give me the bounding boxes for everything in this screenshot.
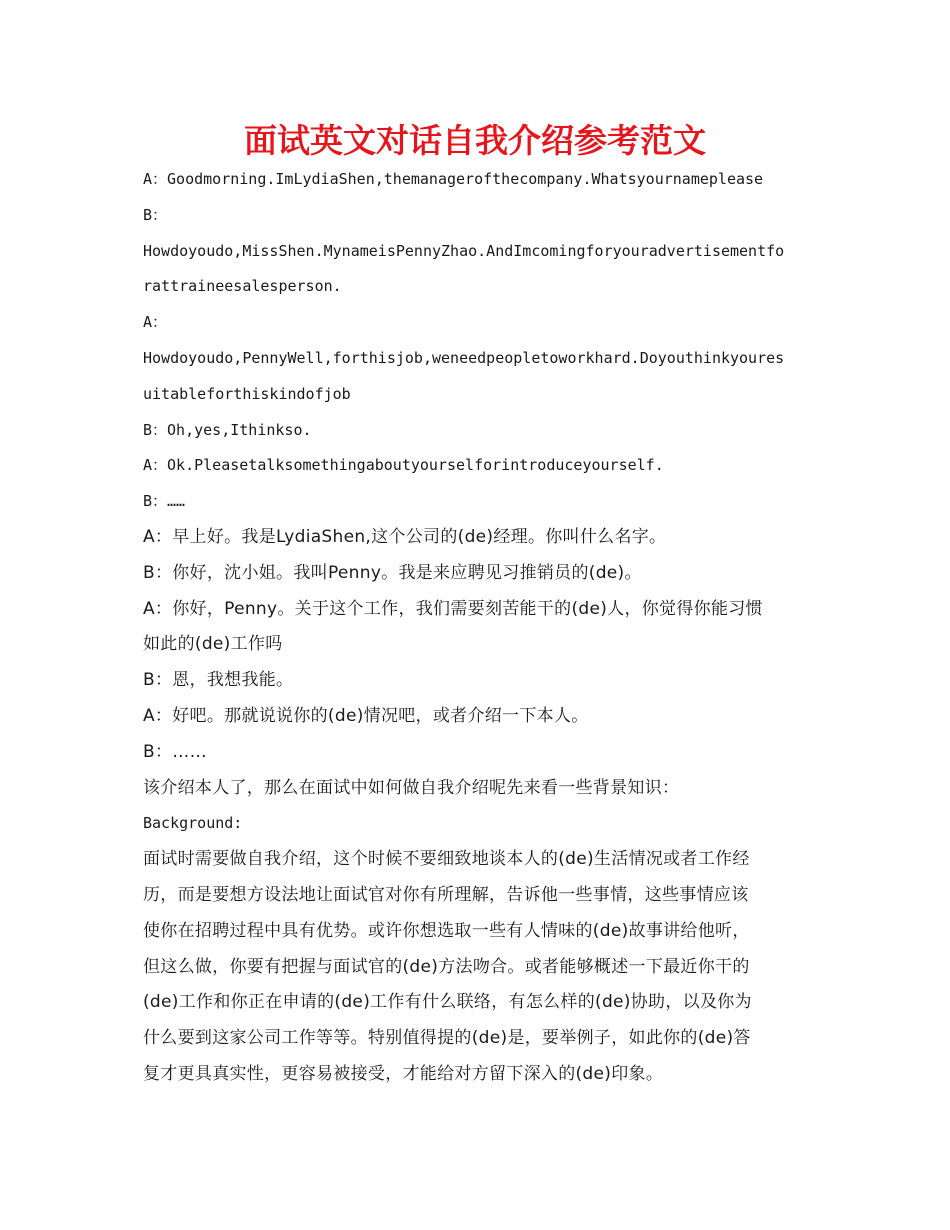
- dialogue-line-b1-label: B：: [143, 205, 168, 224]
- paragraph-line: 但这么做，你要有把握与面试官的(de)方法吻合。或者能够概述一下最近你干的: [143, 956, 750, 977]
- dialogue-line-b1-cont: rattraineesalesperson.: [143, 277, 342, 296]
- paragraph-line: 历，而是要想方设法地让面试官对你有所理解，告诉他一些事情，这些事情应该: [143, 884, 749, 905]
- paragraph-line: 使你在招聘过程中具有优势。或许你想选取一些有人情味的(de)故事讲给他听，: [143, 920, 750, 941]
- paragraph-line: 什么要到这家公司工作等等。特别值得提的(de)是，要举例子，如此你的(de)答: [143, 1028, 751, 1049]
- translation-line-a3: A：好吧。那就说说你的(de)情况吧，或者介绍一下本人。: [143, 705, 589, 726]
- translation-line-a2: A：你好，Penny。关于这个工作，我们需要刻苦能干的(de)人，你觉得你能习惯: [143, 598, 763, 619]
- translation-line-a2-cont: 如此的(de)工作吗: [143, 634, 283, 655]
- dialogue-line-a2-cont: uitableforthiskindofjob: [143, 384, 351, 403]
- translation-line-b3: B：……: [143, 741, 207, 762]
- background-heading: Background:: [143, 814, 243, 833]
- translation-line-b1: B：你好，沈小姐。我叫Penny。我是来应聘见习推销员的(de)。: [143, 562, 642, 583]
- dialogue-line-b2: B：Oh,yes,Ithinkso.: [143, 420, 312, 439]
- document-title: 面试英文对话自我介绍参考范文: [244, 121, 706, 160]
- document-body: [143, 162, 807, 1093]
- intro-sentence: 该介绍本人了，那么在面试中如何做自我介绍呢先来看一些背景知识：: [143, 777, 680, 798]
- paragraph-line: 复才更具真实性，更容易被接受，才能给对方留下深入的(de)印象。: [143, 1063, 664, 1084]
- translation-line-a1: A：早上好。我是LydiaShen,这个公司的(de)经理。你叫什么名字。: [143, 526, 667, 547]
- paragraph-line: 面试时需要做自我介绍，这个时候不要细致地谈本人的(de)生活情况或者工作经: [143, 849, 750, 870]
- dialogue-line-b1: Howdoyoudo,MissShen.MynameisPennyZhao.AndImcomingforyouradvertisementfo: [143, 241, 785, 260]
- dialogue-line-a2: Howdoyoudo,PennyWell,forthisjob,weneedpeopletoworkhard.Doyouthinkyoures: [143, 348, 785, 367]
- translation-line-b2: B：恩，我想我能。: [143, 670, 294, 691]
- dialogue-line-a1: A：Goodmorning.ImLydiaShen,themanagerofthecompany.Whatsyournameplease: [143, 170, 764, 188]
- dialogue-line-a3: A：Ok.Pleasetalksomethingaboutyourselforintroduceyourself.: [143, 456, 664, 475]
- dialogue-line-b3: B：……: [143, 492, 186, 511]
- paragraph-line: (de)工作和你正在申请的(de)工作有什么联络，有怎么样的(de)协助，以及你为: [143, 992, 752, 1013]
- dialogue-line-a2-label: A：: [143, 313, 168, 332]
